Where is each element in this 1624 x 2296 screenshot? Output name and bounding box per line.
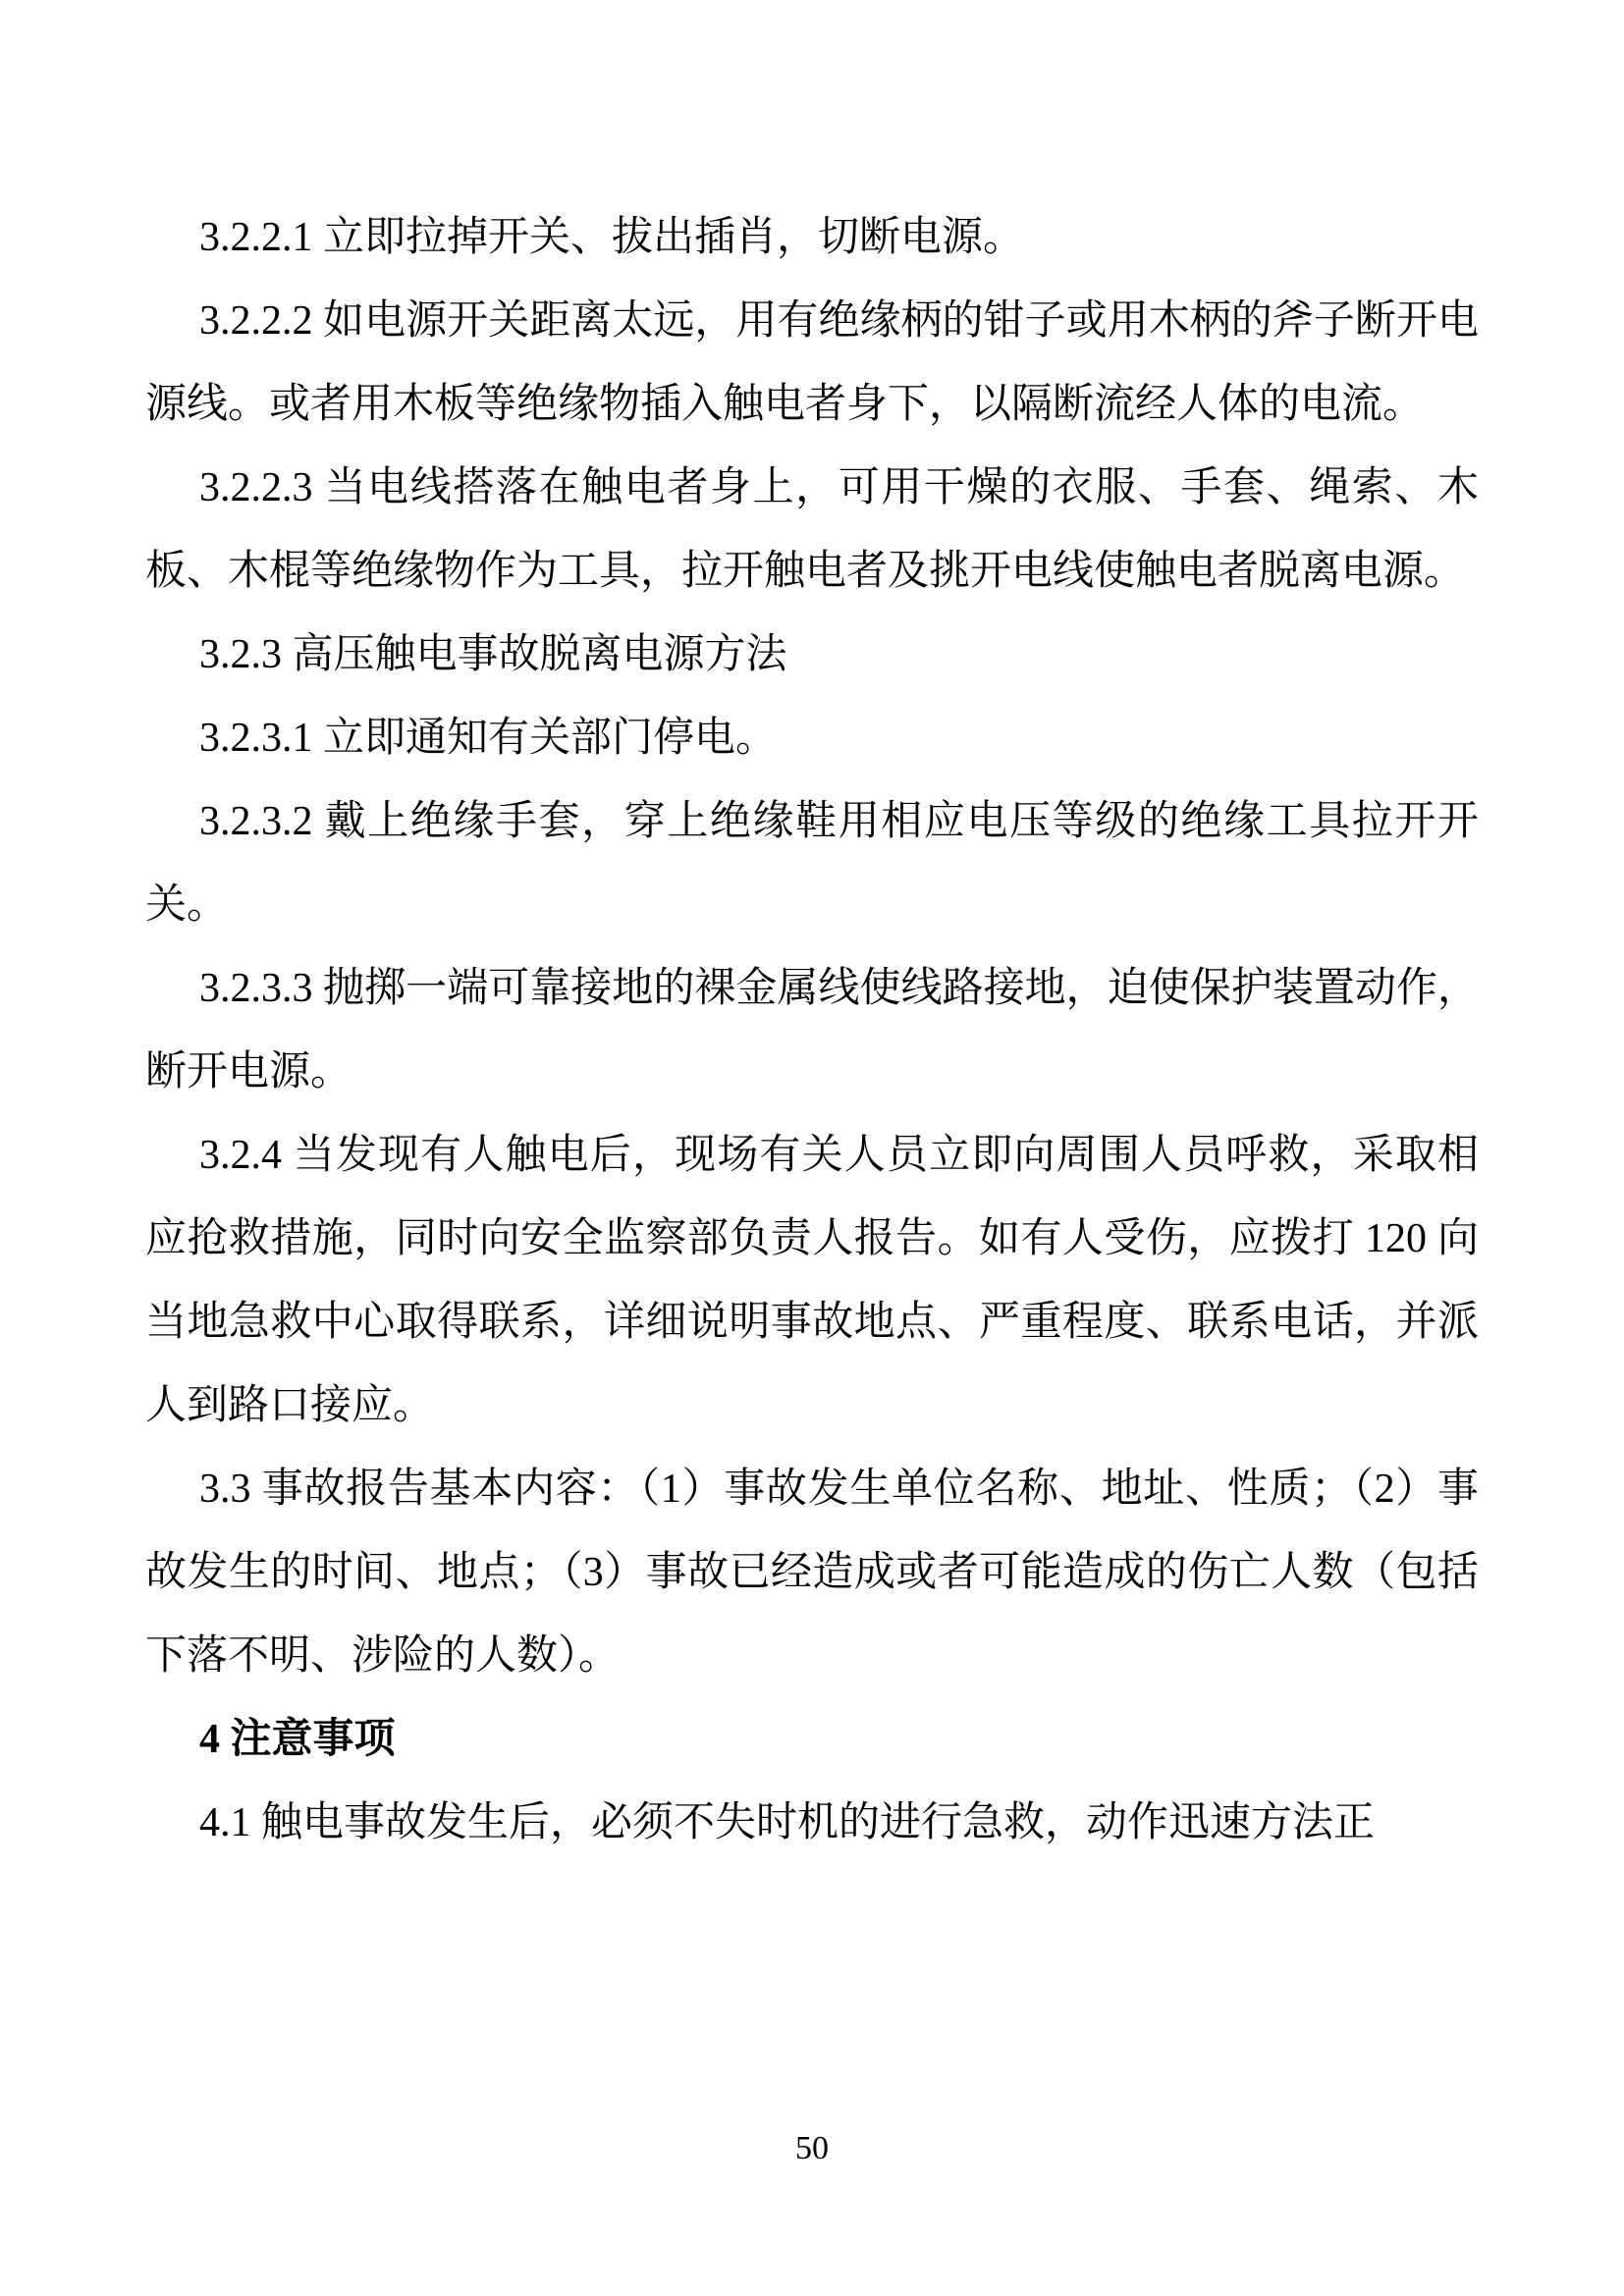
section-heading: 4 注意事项 <box>199 1717 396 1762</box>
paragraph: 4.1 触电事故发生后，必须不失时机的进行急救，动作迅速方法正 <box>199 1800 1376 1845</box>
paragraph: 3.3 事故报告基本内容：（1）事故发生单位名称、地址、性质；（2）事故发生的时间、地点；（3）事故已经造成或者可能造成的伤亡人数（包括下落不明、涉险的人数）。 <box>145 1467 1479 1679</box>
paragraph: 3.2.3 高压触电事故脱离电源方法 <box>199 632 787 677</box>
paragraph: 3.2.3.2 戴上绝缘手套，穿上绝缘鞋用相应电压等级的绝缘工具拉开开关。 <box>145 799 1479 928</box>
paragraph: 3.2.2.3 当电线搭落在触电者身上，可用干燥的衣服、手套、绳索、木板、木棍等绝缘物作为工具，拉开触电者及挑开电线使触电者脱离电源。 <box>145 465 1479 594</box>
paragraph: 3.2.2.2 如电源开关距离太远，用有绝缘柄的钳子或用木柄的斧子断开电源线。或者用木板等绝缘物插入触电者身下，以隔断流经人体的电流。 <box>145 298 1479 427</box>
paragraph: 3.2.3.1 立即通知有关部门停电。 <box>199 716 778 761</box>
paragraph: 3.2.4 当发现有人触电后，现场有关人员立即向周围人员呼救，采取相应抢救措施，同时向安全监察部负责人报告。如有人受伤，应拨打 120 向当地急救中心取得联系，详细说明事故地点、严重程度、联系电话，并派人到路口接应。 <box>145 1133 1479 1428</box>
paragraph: 3.2.3.3 抛掷一端可靠接地的裸金属线使线路接地，迫使保护装置动作，断开电源。 <box>145 966 1479 1095</box>
paragraph: 3.2.2.1 立即拉掉开关、拔出插肖，切断电源。 <box>199 215 1025 260</box>
page-number: 50 <box>795 2130 829 2166</box>
document-body <box>145 196 1479 1865</box>
